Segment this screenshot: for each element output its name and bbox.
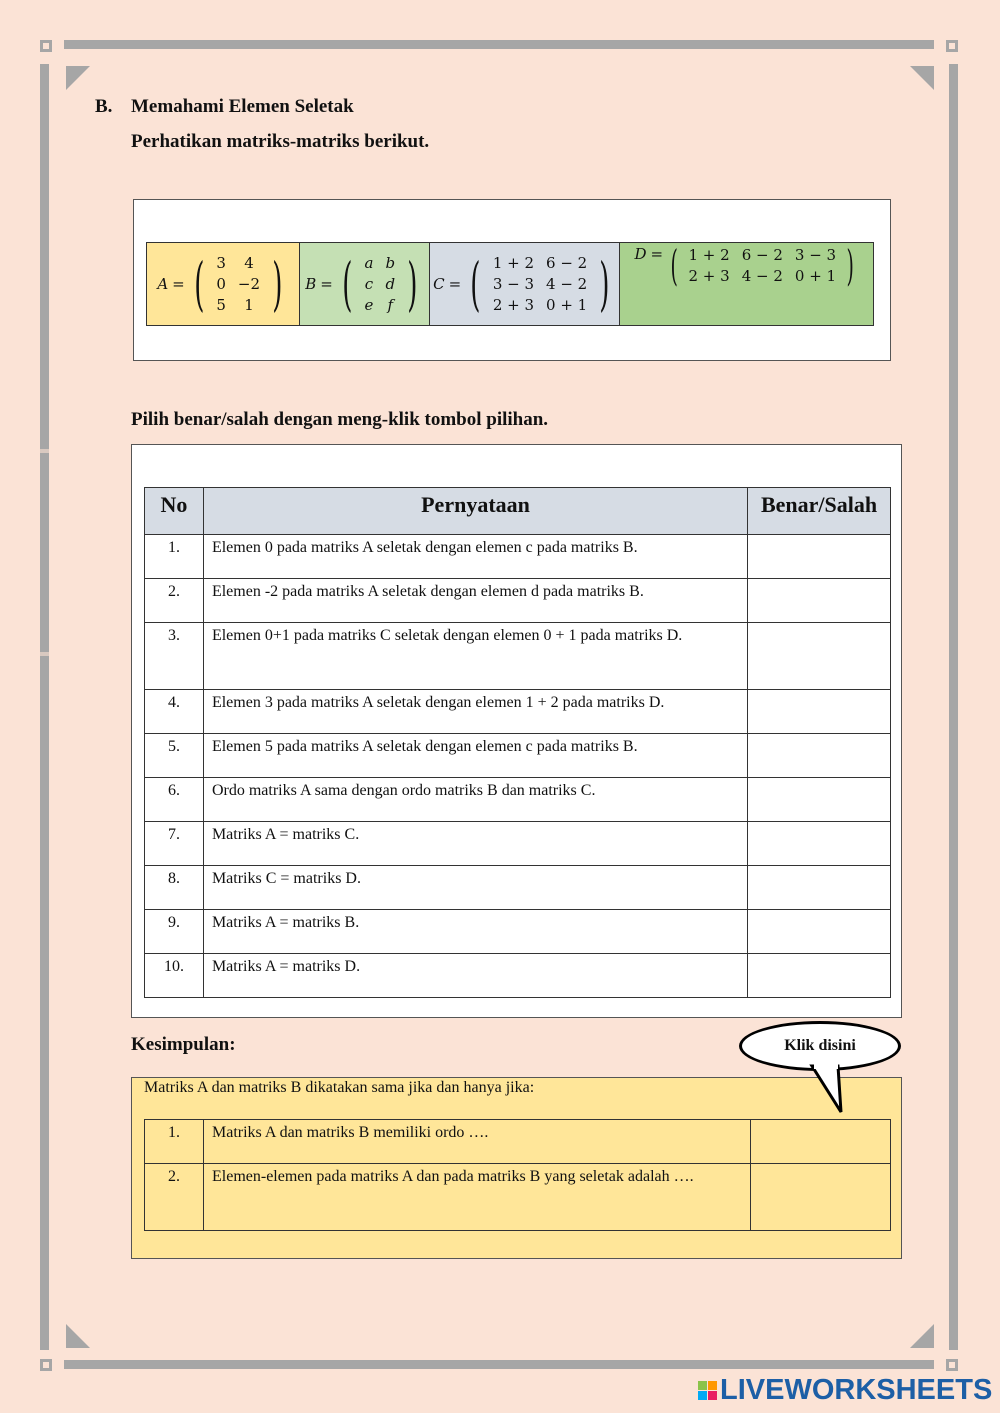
row-number: 1. xyxy=(145,1120,204,1164)
row-number: 2. xyxy=(145,579,204,623)
matrix-entry: 3 xyxy=(216,253,226,272)
row-statement: Matriks A = matriks D. xyxy=(203,954,747,998)
click-here-label: Klik disini xyxy=(784,1037,856,1054)
matrix-entry: c xyxy=(364,274,374,293)
table-row xyxy=(145,623,891,690)
quiz-instruction: Pilih benar/salah dengan meng-klik tombol pilihan. xyxy=(131,409,549,430)
row-statement: Elemen 0+1 pada matriks C seletak dengan elemen 0 + 1 pada matriks D. xyxy=(203,623,747,690)
table-row xyxy=(145,822,891,866)
matrix-d-cell xyxy=(620,243,873,325)
matrix-entry: e xyxy=(364,295,374,314)
matrix-entries xyxy=(487,253,593,316)
row-statement: Elemen 0 pada matriks A seletak dengan elemen c pada matriks B. xyxy=(203,535,747,579)
table-row xyxy=(145,1120,891,1164)
answer-cell[interactable] xyxy=(748,535,891,579)
table-row xyxy=(145,866,891,910)
answer-cell[interactable] xyxy=(748,734,891,778)
right-paren-icon: ) xyxy=(272,250,283,318)
matrix-name: B xyxy=(305,275,317,293)
equals-sign: = xyxy=(448,275,462,293)
left-paren-icon: ( xyxy=(470,250,481,318)
table-row xyxy=(145,778,891,822)
row-statement: Matriks A = matriks C. xyxy=(203,822,747,866)
matrix-entries xyxy=(683,245,843,287)
liveworksheets-icon xyxy=(698,1381,717,1400)
matrix-entry: 3 − 3 xyxy=(492,274,535,293)
row-statement: Elemen 5 pada matriks A seletak dengan elemen c pada matriks B. xyxy=(203,734,747,778)
header-answer: Benar/Salah xyxy=(748,488,891,535)
table-row xyxy=(145,1164,891,1231)
left-paren-icon: ( xyxy=(193,250,205,318)
matrix-entry: 6 − 2 xyxy=(546,253,588,272)
row-number: 6. xyxy=(145,778,204,822)
matrix-entry: 0 + 1 xyxy=(546,295,588,314)
row-statement: Matriks A dan matriks B memiliki ordo …. xyxy=(204,1120,751,1164)
matrices-instruction: Perhatikan matriks-matriks berikut. xyxy=(131,131,430,152)
matrix-name: C xyxy=(433,275,445,293)
brand-name: LIVEWORKSHEETS xyxy=(720,1374,993,1406)
frame-corner xyxy=(946,40,958,52)
matrix-b-cell xyxy=(300,243,430,325)
conclusion-intro: Matriks A dan matriks B dikatakan sama jika dan hanya jika: xyxy=(144,1079,535,1096)
matrix-a-cell xyxy=(147,243,300,325)
frame-corner-triangle xyxy=(910,66,934,90)
table-row xyxy=(145,535,891,579)
conclusion-title: Kesimpulan: xyxy=(131,1034,236,1055)
matrix-entry: 1 + 2 xyxy=(492,253,535,272)
row-number: 7. xyxy=(145,822,204,866)
row-number: 4. xyxy=(145,690,204,734)
matrix-entry: b xyxy=(385,253,396,272)
matrix-name: A xyxy=(157,275,169,293)
row-statement: Matriks A = matriks B. xyxy=(203,910,747,954)
matrix-entry: 6 − 2 xyxy=(741,246,783,264)
row-statement: Elemen -2 pada matriks A seletak dengan elemen d pada matriks B. xyxy=(203,579,747,623)
frame-corner xyxy=(40,40,52,52)
answer-cell[interactable] xyxy=(748,954,891,998)
matrix-entry: 5 xyxy=(216,295,226,314)
header-statement: Pernyataan xyxy=(203,488,747,535)
matrices-row xyxy=(146,242,874,326)
right-paren-icon: ) xyxy=(599,250,610,318)
matrix-entry: −2 xyxy=(237,274,261,293)
right-paren-icon: ) xyxy=(407,250,418,318)
matrix-entries xyxy=(359,253,402,316)
frame-corner-triangle xyxy=(66,1324,90,1348)
matrix-entry: d xyxy=(385,274,396,293)
matrix-entry: f xyxy=(387,295,394,314)
matrix-c-cell xyxy=(430,243,620,325)
left-paren-icon: ( xyxy=(670,241,678,290)
row-number: 1. xyxy=(145,535,204,579)
frame-corner-triangle xyxy=(66,66,90,90)
matrix-entry: 4 xyxy=(244,253,254,272)
row-number: 9. xyxy=(145,910,204,954)
matrix-entry: 1 xyxy=(244,295,254,314)
frame-corner xyxy=(40,1359,52,1371)
table-row xyxy=(145,910,891,954)
matrix-entry: 4 − 2 xyxy=(741,267,783,285)
left-paren-icon: ( xyxy=(342,250,353,318)
frame-corner-triangle xyxy=(910,1324,934,1348)
answer-cell[interactable] xyxy=(751,1164,891,1231)
speech-bubble-tail xyxy=(808,1064,848,1116)
equals-sign: = xyxy=(172,275,185,293)
answer-cell[interactable] xyxy=(748,623,891,690)
frame-bottom-border xyxy=(64,1360,934,1369)
matrix-entry: 2 + 3 xyxy=(492,295,535,314)
frame-corner xyxy=(946,1359,958,1371)
answer-cell[interactable] xyxy=(748,910,891,954)
frame-right-border xyxy=(949,64,958,1350)
statements-table xyxy=(144,487,891,998)
matrix-entry: 1 + 2 xyxy=(688,246,730,264)
answer-cell[interactable] xyxy=(748,822,891,866)
row-number: 8. xyxy=(145,866,204,910)
equals-sign: = xyxy=(650,245,664,263)
matrix-name: D xyxy=(634,245,647,263)
equals-sign: = xyxy=(320,275,333,293)
row-statement: Matriks C = matriks D. xyxy=(203,866,747,910)
row-number: 2. xyxy=(145,1164,204,1231)
right-paren-icon: ) xyxy=(846,241,854,290)
frame-left-border xyxy=(40,64,49,1350)
answer-cell[interactable] xyxy=(751,1120,891,1164)
answer-cell[interactable] xyxy=(748,579,891,623)
row-statement: Ordo matriks A sama dengan ordo matriks B dan matriks C. xyxy=(203,778,747,822)
matrix-entry: 0 + 1 xyxy=(794,267,837,285)
frame-top-border xyxy=(64,40,934,49)
row-number: 10. xyxy=(145,954,204,998)
liveworksheets-logo xyxy=(698,1374,992,1407)
table-row xyxy=(145,734,891,778)
row-number: 5. xyxy=(145,734,204,778)
answer-cell[interactable] xyxy=(748,778,891,822)
section-label: B. xyxy=(95,96,113,117)
answer-cell[interactable] xyxy=(748,866,891,910)
answer-cell[interactable] xyxy=(748,690,891,734)
row-statement: Elemen 3 pada matriks A seletak dengan elemen 1 + 2 pada matriks D. xyxy=(203,690,747,734)
row-statement: Elemen-elemen pada matriks A dan pada matriks B yang seletak adalah …. xyxy=(204,1164,751,1231)
matrix-entry: 3 − 3 xyxy=(794,246,837,264)
matrix-entry: 4 − 2 xyxy=(546,274,588,293)
table-row xyxy=(145,690,891,734)
row-number: 3. xyxy=(145,623,204,690)
table-row xyxy=(145,954,891,998)
conclusion-table xyxy=(144,1119,891,1231)
matrix-entry: 0 xyxy=(216,274,226,293)
matrix-entry: a xyxy=(364,253,374,272)
matrix-entries xyxy=(210,253,266,316)
header-no: No xyxy=(145,488,204,535)
section-title: Memahami Elemen Seletak xyxy=(131,96,354,117)
matrix-entry: 2 + 3 xyxy=(688,267,730,285)
table-row xyxy=(145,579,891,623)
